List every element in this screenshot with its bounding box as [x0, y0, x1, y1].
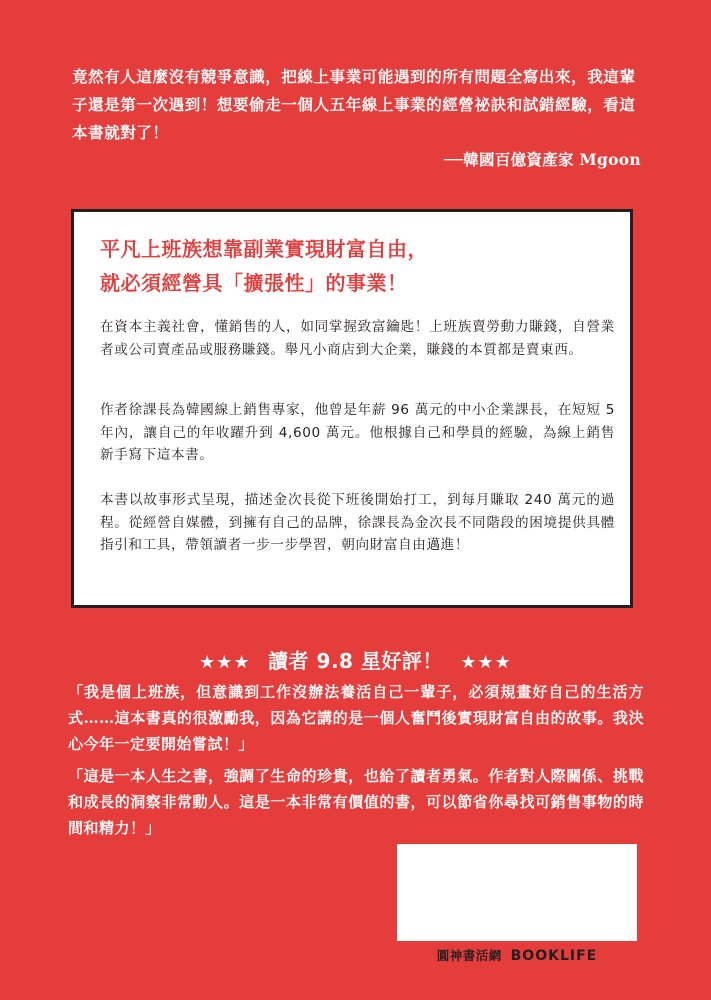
review-2: 「這是一本人生之書，強調了生命的珍貴，也給了讀者勇氣。作者對人際關係、挑戰和成長的洞察非常動人。這是一本非常有價值的書，可以節省你尋找可銷售事物的時間和精力！」 [68, 767, 644, 837]
star-icon-right: ★★★ [460, 652, 512, 673]
box-title-line2: 就必須經營具「擴張性」的事業！ [100, 271, 408, 295]
box-title [100, 232, 610, 300]
publisher-name: 圓神書活網 [436, 948, 502, 963]
box-paragraph-1: 在資本主義社會，懂銷售的人，如同掌握致富鑰匙！上班族賣勞動力賺錢，自營業者或公司賣產品或服務賺錢。舉凡小商店到大企業，賺錢的本質都是賣東西。 [100, 319, 615, 358]
publisher-brand: BOOKLIFE [510, 948, 598, 964]
quote-attribution: ──韓國百億資產家 Mgoon [443, 150, 641, 169]
top-quote: 竟然有人這麼沒有競爭意識，把線上事業可能遇到的所有問題全寫出來，我這輩子還是第一次遇到！想要偷走一個人五年線上事業的經營祕訣和試錯經驗，看這本書就對了！ [72, 67, 636, 142]
rating-text: 讀者 9.8 星好評！ [268, 649, 443, 673]
box-paragraph-3: 本書以故事形式呈現，描述金次長從下班後開始打工，到每月賺取 240 萬元的過程。從經營自媒體，到擁有自己的品牌，徐課長為金次長不同階段的困境提供具體指引和工具，帶領讀者一步一步學習，朝向財富自由邁進！ [100, 492, 615, 553]
publisher-logo [397, 946, 637, 964]
summary-box [71, 209, 633, 608]
review-1: 「我是個上班族，但意識到工作沒辦法養活自己一輩子，必須規畫好自己的生活方式……這本書真的很激勵我，因為它講的是一個人奮鬥後實現財富自由的故事。我決心今年一定要開始嘗試！」 [68, 683, 644, 753]
box-title-line1: 平凡上班族想靠副業實現財富自由， [100, 237, 428, 261]
rating-banner [0, 645, 711, 674]
star-icon-left: ★★★ [199, 652, 251, 673]
box-paragraph-2: 作者徐課長為韓國線上銷售專家，他曾是年薪 96 萬元的中小企業課長，在短短 5 年內，讓自己的年收躍升到 4,600 萬元。他根據自己和學員的經驗，為線上銷售新手寫下這本書。 [100, 402, 615, 463]
barcode-area [397, 844, 637, 941]
